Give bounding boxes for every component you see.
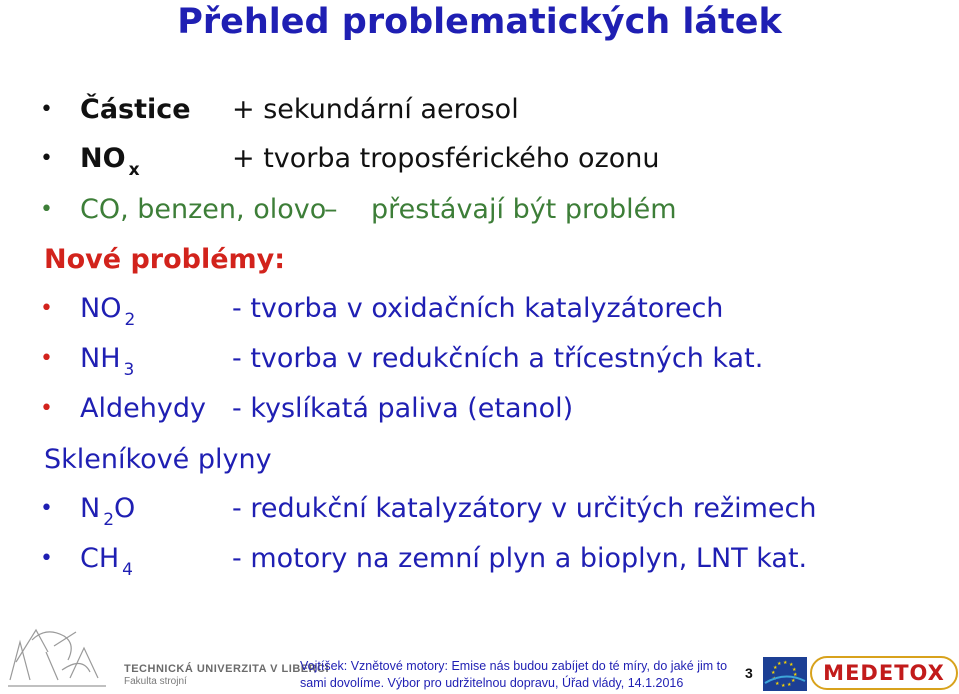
citation-line: Vojtíšek: Vznětové motory: Emise nás budou zabíjet do té míry, do jaké jim to <box>300 659 728 673</box>
svg-text:★: ★ <box>793 672 798 678</box>
faculty-name: Fakulta strojní <box>124 676 187 687</box>
pollutant-note: přestávají být problém <box>371 194 677 225</box>
university-name: TECHNICKÁ UNIVERZITA V LIBERCI <box>124 663 330 675</box>
svg-text:★: ★ <box>791 678 796 684</box>
dash: – <box>324 194 338 225</box>
pollutant-name <box>80 489 135 532</box>
pollutant-subscript: x <box>128 160 140 180</box>
page-number: 3 <box>745 665 753 681</box>
pollutant-name <box>80 289 135 332</box>
svg-text:★: ★ <box>773 665 778 671</box>
pollutant-note: + tvorba troposférického ozonu <box>232 143 660 174</box>
pollutant-note: + sekundární aerosol <box>232 94 519 125</box>
footer-citation <box>300 658 740 692</box>
pollutant-note: - redukční katalyzátory v určitých režimech <box>232 493 817 524</box>
pollutant-formula: NO <box>80 293 122 324</box>
svg-text:★: ★ <box>772 676 777 682</box>
sponsor-logo-text: MEDETOX <box>823 661 945 685</box>
pollutant-name: Částice <box>80 94 191 125</box>
eu-flag-icon <box>763 657 807 691</box>
pollutant-note: - tvorba v oxidačních katalyzátorech <box>232 293 724 324</box>
bullet: • <box>40 496 53 521</box>
pollutant-name <box>80 339 134 382</box>
section-heading: Skleníkové plyny <box>44 444 272 475</box>
pollutant-subscript: 3 <box>123 360 135 380</box>
section-heading: Nové problémy: <box>44 244 286 275</box>
svg-text:★: ★ <box>787 682 792 688</box>
pollutant-subscript: 4 <box>122 560 133 580</box>
pollutant-name: CO, benzen, olovo <box>80 194 327 225</box>
bullet: • <box>40 197 53 222</box>
page-title: Přehled problematických látek <box>177 2 782 42</box>
pollutant-note: - tvorba v redukčních a třícestných kat. <box>232 343 764 374</box>
svg-text:★: ★ <box>789 662 794 668</box>
pollutant-formula: CH <box>80 543 120 574</box>
pollutant-formula-tail: O <box>114 493 136 524</box>
sponsor-logo <box>810 656 958 690</box>
pollutant-name: Aldehydy <box>80 393 206 424</box>
pollutant-formula: NH <box>80 343 121 374</box>
svg-text:★: ★ <box>792 667 797 673</box>
svg-text:★: ★ <box>783 660 788 666</box>
svg-text:★: ★ <box>771 670 776 676</box>
bullet: • <box>40 146 53 171</box>
bullet: • <box>40 546 53 571</box>
svg-text:★: ★ <box>777 661 782 667</box>
svg-text:★: ★ <box>775 681 780 687</box>
pollutant-subscript: 2 <box>124 310 136 330</box>
pollutant-name <box>80 539 133 582</box>
bullet: • <box>40 97 53 122</box>
citation-line: sami dovolíme. Výbor pro udržitelnou dopravu, Úřad vlády, 14.1.2016 <box>300 676 684 690</box>
pollutant-note: - motory na zemní plyn a bioplyn, LNT kat. <box>232 543 808 574</box>
svg-text:★: ★ <box>781 683 786 689</box>
pollutant-subscript: 2 <box>103 510 115 530</box>
bullet: • <box>40 396 53 421</box>
pollutant-note: - kyslíkatá paliva (etanol) <box>232 393 574 424</box>
pollutant-formula: N <box>80 493 101 524</box>
bullet: • <box>40 296 53 321</box>
pollutant-formula: NO <box>80 143 126 174</box>
pollutant-name <box>80 139 140 182</box>
bullet: • <box>40 346 53 371</box>
